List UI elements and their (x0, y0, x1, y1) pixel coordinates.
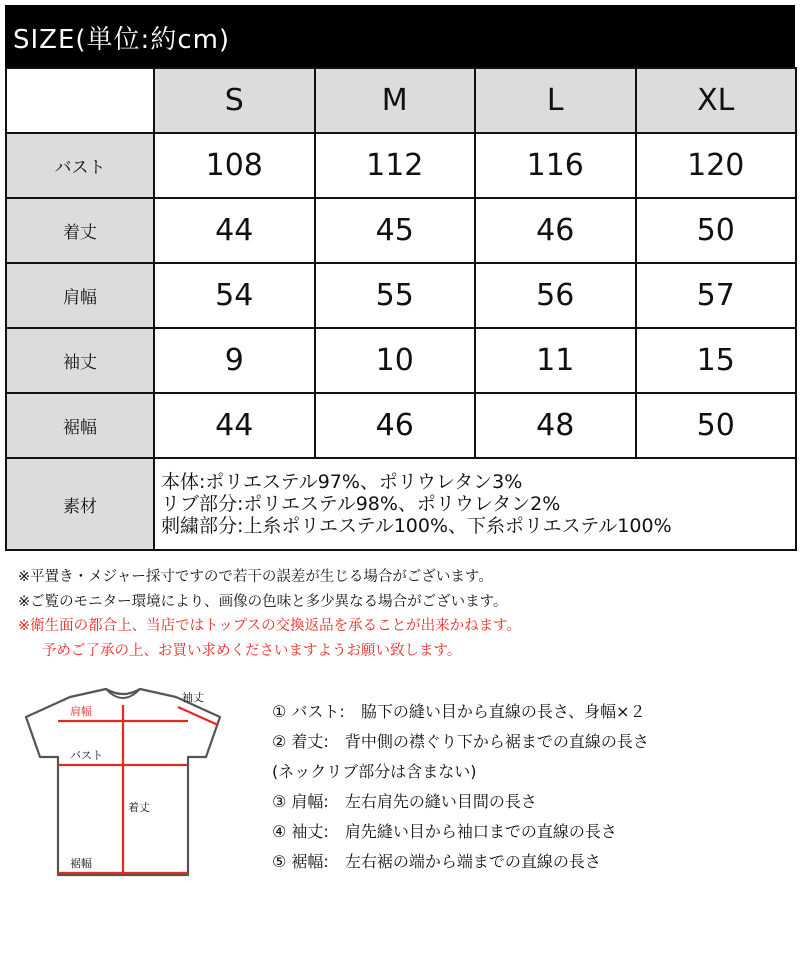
table-row (6, 393, 796, 458)
measurement-line: ④ 袖丈: 肩先縫い目から袖口までの直線の長さ (272, 822, 617, 841)
table-cell: 120 (636, 133, 797, 198)
diagram-label-sleeve: 袖丈 (182, 691, 204, 704)
table-cell: 55 (315, 263, 476, 328)
column-header: L (475, 68, 636, 133)
size-table (5, 67, 797, 551)
table-cell: 11 (475, 328, 636, 393)
note-line-warning: 予めご了承の上、お買い求めくださいますようお願い致します。 (42, 642, 462, 659)
table-cell: 54 (154, 263, 315, 328)
table-cell: 46 (315, 393, 476, 458)
diagram-label-shoulder: 肩幅 (70, 705, 92, 718)
row-label: 着丈 (6, 198, 154, 263)
material-line: 本体:ポリエステル97%、ポリウレタン3% (161, 471, 523, 493)
measurement-line: ② 着丈: 背中側の襟ぐり下から裾までの直線の長さ (272, 732, 649, 751)
table-cell: 108 (154, 133, 315, 198)
material-line: リブ部分:ポリエステル98%、ポリウレタン2% (161, 493, 561, 515)
table-cell: 44 (154, 198, 315, 263)
table-cell: 10 (315, 328, 476, 393)
table-cell: 48 (475, 393, 636, 458)
table-cell: 50 (636, 393, 797, 458)
table-cell: 44 (154, 393, 315, 458)
measurement-line: ① バスト: 脇下の縫い目から直線の長さ、身幅×２ (272, 702, 646, 721)
material-cell (154, 458, 796, 550)
measurement-guide (272, 697, 649, 877)
notes (18, 565, 521, 663)
row-label: 裾幅 (6, 393, 154, 458)
column-header: S (154, 68, 315, 133)
diagram-label-length: 着丈 (128, 801, 150, 814)
table-row (6, 198, 796, 263)
table-cell: 112 (315, 133, 476, 198)
material-label: 素材 (6, 458, 154, 550)
note-line: ※平置き・メジャー採寸ですので若干の誤差が生じる場合がございます。 (18, 569, 493, 585)
row-label: バスト (6, 133, 154, 198)
table-header-row (6, 68, 796, 133)
size-title: SIZE(単位:約cm) (13, 25, 231, 55)
row-label: 肩幅 (6, 263, 154, 328)
table-cell: 15 (636, 328, 797, 393)
table-cell: 9 (154, 328, 315, 393)
table-row (6, 263, 796, 328)
table-cell: 57 (636, 263, 797, 328)
material-line: 刺繍部分:上糸ポリエステル100%、下糸ポリエステル100% (161, 515, 672, 537)
table-cell: 116 (475, 133, 636, 198)
table-cell: 56 (475, 263, 636, 328)
diagram-label-hem: 裾幅 (70, 857, 92, 870)
note-line: ※ご覧のモニター環境により、画像の色味と多少異なる場合がございます。 (18, 593, 508, 610)
measurement-line: ③ 肩幅: 左右肩先の縫い目間の長さ (272, 792, 537, 811)
table-cell: 50 (636, 198, 797, 263)
table-row (6, 133, 796, 198)
column-header: M (315, 68, 476, 133)
table-cell: 46 (475, 198, 636, 263)
row-label: 袖丈 (6, 328, 154, 393)
column-header: XL (636, 68, 797, 133)
size-header (5, 5, 795, 67)
diagram-label-bust: バスト (70, 749, 103, 762)
table-cell: 45 (315, 198, 476, 263)
material-row (6, 458, 796, 550)
note-line-warning: ※衛生面の都合上、当店ではトップスの交換返品を承ることが出来かねます。 (18, 618, 521, 634)
table-row (6, 328, 796, 393)
corner-cell (6, 68, 154, 133)
measurement-line: (ネックリブ部分は含まない) (272, 762, 477, 781)
tshirt-diagram (18, 685, 228, 885)
measurement-line: ⑤ 裾幅: 左右裾の端から端までの直線の長さ (272, 852, 601, 871)
